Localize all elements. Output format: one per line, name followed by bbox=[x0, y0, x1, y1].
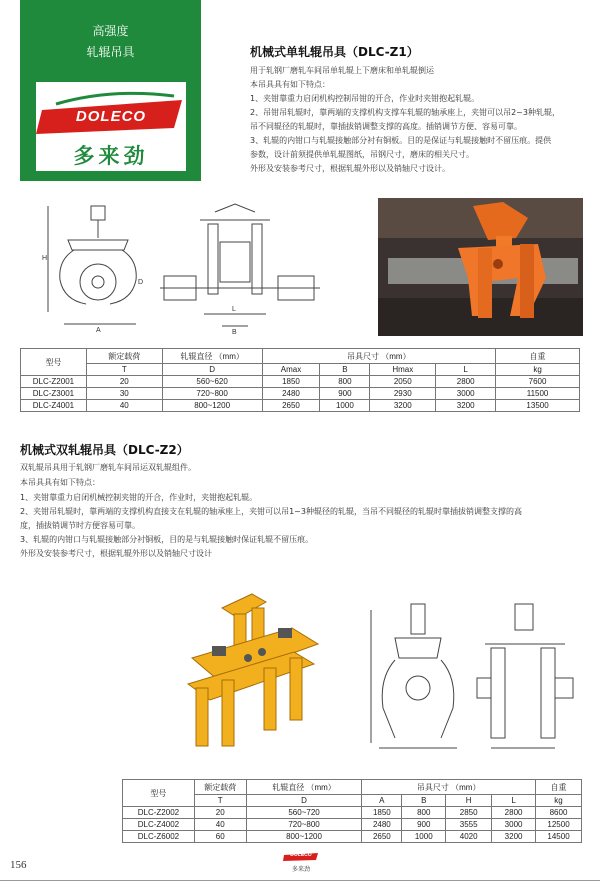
table-cell: 560~720 bbox=[246, 807, 362, 819]
footer-logo-wordmark: DOLECO bbox=[290, 852, 312, 858]
section2-intro: 双轧辊吊具用于轧钢厂磨轧车间吊运双轧辊组件。 bbox=[20, 463, 196, 472]
unit-cell: A bbox=[362, 795, 402, 807]
table-row bbox=[123, 807, 582, 819]
section2-points bbox=[20, 491, 595, 561]
unit-cell: H bbox=[446, 795, 492, 807]
logo-chinese: 多来劲 bbox=[73, 144, 149, 168]
table-cell: 800~1200 bbox=[162, 400, 262, 412]
section2-table-body bbox=[123, 807, 582, 843]
table-cell: 7600 bbox=[496, 376, 580, 388]
unit-cell: L bbox=[492, 795, 536, 807]
table-cell: 720~800 bbox=[246, 819, 362, 831]
single-roll-photo bbox=[378, 198, 583, 336]
dim-label: B bbox=[232, 329, 237, 335]
unit-cell: kg bbox=[496, 364, 580, 376]
section2-point: 外形及安装参考尺寸，根据轧辊外形以及销轴尺寸设计 bbox=[20, 549, 212, 558]
section1-point: 3、轧辊的内钳口与轧辊接触部分衬有铜板。目的是保证与轧辊接触时不留压痕。提供 bbox=[250, 136, 552, 145]
table-row bbox=[123, 831, 582, 843]
table-cell: 3555 bbox=[446, 819, 492, 831]
table-cell: 20 bbox=[86, 376, 162, 388]
table-cell: 1000 bbox=[320, 400, 370, 412]
section1-lead: 本吊具具有如下特点： bbox=[250, 80, 330, 89]
category-line-2: 轧辊吊具 bbox=[86, 45, 135, 59]
section1-point: 吊不同辊径的轧辊时，靠插拔销调整支撑的高度。插销调节方便、容易可靠。 bbox=[250, 122, 522, 131]
table-cell: 13500 bbox=[496, 400, 580, 412]
table-cell: 40 bbox=[194, 819, 246, 831]
col-header-size: 吊具尺寸 （mm） bbox=[362, 780, 536, 795]
table-row bbox=[21, 376, 580, 388]
unit-cell: D bbox=[246, 795, 362, 807]
unit-cell: Hmax bbox=[370, 364, 436, 376]
table-cell: 20 bbox=[194, 807, 246, 819]
col-header-dia: 轧辊直径 （mm） bbox=[162, 349, 262, 364]
col-header-load: 额定载荷 bbox=[194, 780, 246, 795]
section1-point: 1、夹钳靠重力启闭机构控制吊钳的开合，作业时夹钳抱起轧辊。 bbox=[250, 94, 480, 103]
col-header-load: 额定载荷 bbox=[86, 349, 162, 364]
col-header-dia: 轧辊直径 （mm） bbox=[246, 780, 362, 795]
dim-label: L bbox=[232, 306, 236, 313]
dim-label: H bbox=[42, 255, 48, 262]
dim-label: D bbox=[138, 279, 144, 286]
section1-points bbox=[250, 92, 595, 176]
table-cell: 800 bbox=[402, 807, 446, 819]
table-cell: 3200 bbox=[492, 831, 536, 843]
page-number: 156 bbox=[10, 859, 27, 871]
table-cell: 3000 bbox=[436, 388, 496, 400]
section2-title: 机械式双轧辊吊具（DLC-Z2） bbox=[20, 443, 189, 457]
table-cell: 800~1200 bbox=[246, 831, 362, 843]
table-cell: 2930 bbox=[370, 388, 436, 400]
table-cell: 2050 bbox=[370, 376, 436, 388]
section1-point: 参数，设计前须提供单轧辊图纸，吊钢尺寸，磨床的相关尺寸。 bbox=[250, 150, 474, 159]
single-roll-side-drawing bbox=[160, 202, 320, 335]
section2-point: 3、轧辊的内钳口与轧辊接触部分衬铜板，目的是与轧辊接触时保证轧辊不留压痕。 bbox=[20, 535, 314, 544]
table-cell: 2650 bbox=[362, 831, 402, 843]
section2-point: 2、夹钳吊轧辊时，靠两端的支撑机构直接支在轧辊的轴承座上，夹钳可以吊1~3种辊径的轧辊，当吊不同辊径的轧辊时靠插拔销调整支撑的高 bbox=[20, 507, 522, 516]
section2-lead: 本吊具具有如下特点： bbox=[20, 478, 100, 487]
table-cell: DLC-Z3001 bbox=[21, 388, 87, 400]
table-cell: 2800 bbox=[436, 376, 496, 388]
col-header-model: 型号 bbox=[21, 349, 87, 376]
unit-cell: B bbox=[320, 364, 370, 376]
table-cell: 3000 bbox=[492, 819, 536, 831]
table-cell: DLC-Z4001 bbox=[21, 400, 87, 412]
table-cell: 3200 bbox=[370, 400, 436, 412]
table-cell: 720~800 bbox=[162, 388, 262, 400]
category-block bbox=[20, 0, 201, 181]
table-cell: 4020 bbox=[446, 831, 492, 843]
col-header-weight: 自重 bbox=[496, 349, 580, 364]
table-cell: 11500 bbox=[496, 388, 580, 400]
section1-point: 2、吊钳吊轧辊时，靠两端的支撑机构支撑车轧辊的轴承座上，夹钳可以吊2~3种轧辊， bbox=[250, 108, 560, 117]
unit-cell: kg bbox=[536, 795, 582, 807]
table-cell: DLC-Z4002 bbox=[123, 819, 195, 831]
unit-cell: Amax bbox=[262, 364, 320, 376]
table-cell: 1000 bbox=[402, 831, 446, 843]
table-cell: 1850 bbox=[362, 807, 402, 819]
section1-table-body bbox=[21, 376, 580, 412]
double-roll-3d-render bbox=[182, 588, 324, 760]
table-cell: 2800 bbox=[492, 807, 536, 819]
table-row bbox=[123, 819, 582, 831]
table-cell: 14500 bbox=[536, 831, 582, 843]
table-cell: 2650 bbox=[262, 400, 320, 412]
category-line-1: 高强度 bbox=[92, 24, 129, 38]
double-roll-drawings bbox=[365, 598, 585, 758]
unit-cell: D bbox=[162, 364, 262, 376]
section2-point: 度，插拔销调节时方便容易可靠。 bbox=[20, 521, 140, 530]
table-cell: DLC-Z2001 bbox=[21, 376, 87, 388]
unit-cell: T bbox=[86, 364, 162, 376]
table-cell: 1850 bbox=[262, 376, 320, 388]
unit-cell: T bbox=[194, 795, 246, 807]
logo-wordmark: DOLECO bbox=[75, 108, 147, 125]
table-row bbox=[21, 400, 580, 412]
table-cell: 800 bbox=[320, 376, 370, 388]
section2-point: 1、夹钳靠重力启闭机械控制夹钳的开合，作业时，夹钳抱起轧辊。 bbox=[20, 493, 258, 502]
table-cell: 900 bbox=[320, 388, 370, 400]
table-cell: 30 bbox=[86, 388, 162, 400]
section1-spec-table bbox=[20, 348, 580, 412]
table-cell: 8600 bbox=[536, 807, 582, 819]
section1-point: 外形及安装参考尺寸，根据轧辊外形以及销轴尺寸设计。 bbox=[250, 164, 450, 173]
col-header-weight: 自重 bbox=[536, 780, 582, 795]
dim-label: A bbox=[96, 327, 101, 334]
footer-logo-chinese: 多来劲 bbox=[291, 866, 310, 873]
table-cell: 2480 bbox=[262, 388, 320, 400]
unit-cell: B bbox=[402, 795, 446, 807]
table-cell: DLC-Z2002 bbox=[123, 807, 195, 819]
col-header-model: 型号 bbox=[123, 780, 195, 807]
table-cell: 3200 bbox=[436, 400, 496, 412]
table-row bbox=[21, 388, 580, 400]
table-cell: DLC-Z6002 bbox=[123, 831, 195, 843]
section1-intro: 用于轧钢厂磨轧车间吊单轧辊上下磨床和单轧辊倒运 bbox=[250, 66, 434, 75]
table-cell: 40 bbox=[86, 400, 162, 412]
table-cell: 12500 bbox=[536, 819, 582, 831]
unit-cell: L bbox=[436, 364, 496, 376]
table-cell: 2850 bbox=[446, 807, 492, 819]
single-roll-front-drawing bbox=[38, 200, 160, 335]
table-cell: 560~620 bbox=[162, 376, 262, 388]
section2-spec-table bbox=[122, 779, 582, 843]
section1-title: 机械式单轧辊吊具（DLC-Z1） bbox=[250, 45, 419, 59]
footer-divider bbox=[0, 880, 600, 881]
table-cell: 900 bbox=[402, 819, 446, 831]
table-cell: 2480 bbox=[362, 819, 402, 831]
col-header-size: 吊具尺寸 （mm） bbox=[262, 349, 496, 364]
table-cell: 60 bbox=[194, 831, 246, 843]
brand-logo-panel bbox=[36, 82, 186, 171]
